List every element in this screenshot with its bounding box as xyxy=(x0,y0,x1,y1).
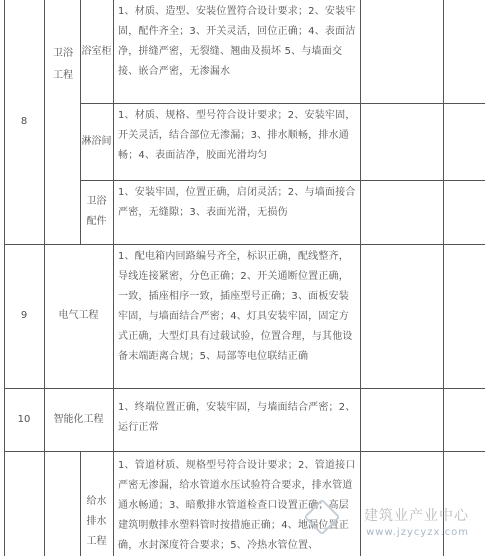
grid-line xyxy=(113,0,114,556)
subitem-name: 给水排水工程 xyxy=(86,496,107,547)
watermark-url: www.jzycyzx.com xyxy=(366,527,469,538)
row-number: 10 xyxy=(17,413,31,425)
grid-line xyxy=(80,180,485,181)
requirement-text: 1、材质、规格、型号符合设计要求；2、安装牢固，开关灵活，结合部位无渗漏；3、排水顺畅，排水通畅；4、表面洁净，胶面光滑均匀 xyxy=(118,110,356,161)
item-name: 智能化工程 xyxy=(53,413,104,425)
grid-line xyxy=(80,451,81,556)
grid-line xyxy=(80,103,485,104)
row-number: 9 xyxy=(20,310,28,321)
requirement-text: 1、管道材质、规格型号符合设计要求；2、管道接口严密无渗漏，给水管道水压试验符合要求，排水管道通水畅通；3、暗敷排水管道检查口设置正确；高层建筑明敷排水塑料管时按措施正确；4、地漏位置正确，水封深度符合要求；5、冷热水管位置、 xyxy=(118,460,356,551)
subitem-name: 卫浴配件 xyxy=(86,196,107,227)
requirement-text: 1、终端位置正确，安装牢固，与墙面结合严密；2、运行正常 xyxy=(118,402,356,433)
watermark-text: 建筑业产业中心 xyxy=(364,508,469,524)
watermark xyxy=(364,505,469,538)
requirement-text: 1、材质、造型、安装位置符合设计要求；2、安装牢固，配件齐全；3、开关灵活，回位正确；4、表面洁净，拼缝严密，无裂缝、翘曲及损坏 5、与墙面交接、嵌合严密，无渗漏水 xyxy=(118,6,356,77)
item-name: 卫浴工程 xyxy=(53,48,73,81)
subitem-name: 浴室柜 xyxy=(81,45,112,57)
item-name: 电气工程 xyxy=(58,310,99,321)
row-number: 8 xyxy=(20,116,28,127)
grid-line xyxy=(360,0,361,556)
grid-line xyxy=(443,0,444,556)
requirement-text: 1、配电箱内回路编号齐全，标识正确，配线整齐，导线连接紧密，分色正确；2、开关通断位置正确，一致，插座相序一致，插座型号正确；3、面板安装牢固，与墙面结合严密；4、灯具安装牢固，固定方式正确，大型灯具有过载试验，位置合理，与其他设备末端距离合规；5、局部等电位联结正确 xyxy=(118,251,353,362)
grid-line xyxy=(4,451,485,452)
subitem-name: 淋浴间 xyxy=(81,135,112,147)
requirement-text: 1、安装牢固，位置正确，启闭灵活；2、与墙面接合严密，无缝隙；3、表面光滑，无损伤 xyxy=(118,187,356,218)
